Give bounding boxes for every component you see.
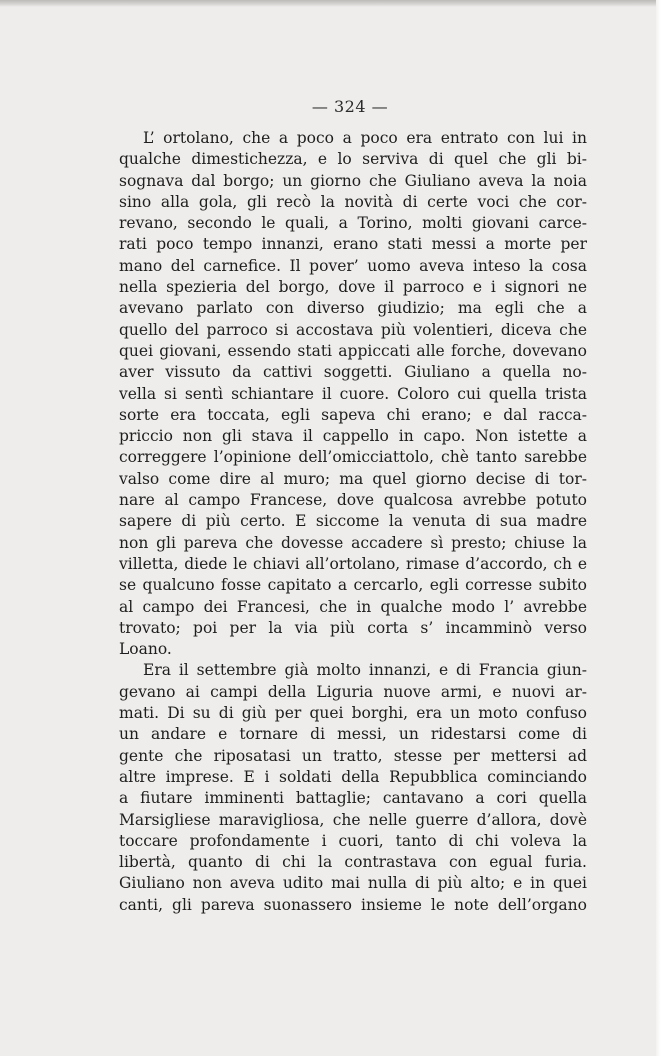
text-line: quello del parroco si accostava più volentieri, diceva che — [119, 320, 587, 339]
text-line: vella si sentì schiantare il cuore. Coloro cui quella trista — [119, 384, 587, 403]
text-line: canti, gli pareva suonassero insieme le note dell’organo — [119, 895, 587, 914]
text-line: toccare profondamente i cuori, tanto di chi voleva la — [119, 831, 587, 850]
text-line: aver vissuto da cattivi soggetti. Giuliano a quella no- — [119, 363, 587, 382]
text-line: avevano parlato con diverso giudizio; ma egli che a — [119, 299, 587, 318]
text-line: revano, secondo le quali, a Torino, molti giovani carce- — [119, 214, 587, 233]
page-number: — 324 — — [311, 97, 389, 116]
text-line: un andare e tornare di messi, un ridestarsi come di — [119, 725, 587, 744]
text-line: sognava dal borgo; un giorno che Giuliano aveva la noia — [119, 171, 587, 190]
page-right-margin — [656, 0, 664, 1056]
text-line: mano del carnefice. Il pover’ uomo aveva inteso la cosa — [119, 256, 587, 275]
text-line: gente che riposatasi un tratto, stesse per mettersi ad — [119, 746, 587, 765]
text-line: al campo dei Francesi, che in qualche modo l’ avrebbe — [119, 597, 587, 616]
text-line: priccio non gli stava il cappello in capo. Non istette a — [119, 427, 587, 446]
text-line: non gli pareva che dovesse accadere sì presto; chiuse la — [119, 533, 587, 552]
text-line: qualche dimestichezza, e lo serviva di quel che gli bi- — [119, 150, 587, 169]
text-line: Loano. — [119, 640, 172, 659]
text-line: sorte era toccata, egli sapeva chi erano; e dal racca- — [119, 405, 587, 424]
text-line: rati poco tempo innanzi, erano stati messi a morte per — [119, 235, 587, 254]
text-line: mati. Di su di giù per quei borghi, era un moto confuso — [119, 704, 587, 723]
text-line: villetta, diede le chiavi all’ortolano, rimase d’accordo, ch e — [119, 554, 587, 573]
text-line: Era il settembre già molto innanzi, e di Francia giun- — [143, 661, 587, 680]
text-line: se qualcuno fosse capitato a cercarlo, egli corresse subito — [119, 576, 587, 595]
text-line: Marsigliese maravigliosa, che nelle guerre d’allora, dovè — [119, 810, 587, 829]
text-line: a fiutare imminenti battaglie; cantavano a cori quella — [119, 789, 587, 808]
body-text — [119, 128, 587, 916]
page-top-edge-shadow — [0, 0, 664, 7]
text-line: Giuliano non aveva udito mai nulla di più alto; e in quei — [119, 874, 587, 893]
text-line: altre imprese. E i soldati della Repubblica cominciando — [119, 767, 587, 786]
text-line: nella spezieria del borgo, dove il parroco e i signori ne — [119, 278, 587, 297]
text-line: libertà, quanto di chi la contrastava con egual furia. — [119, 853, 587, 872]
text-line: quei giovani, essendo stati appiccati alle forche, dovevano — [119, 341, 587, 360]
text-line: valso come dire al muro; ma quel giorno decise di tor- — [119, 469, 587, 488]
text-line: trovato; poi per la via più corta s’ incamminò verso — [119, 618, 587, 637]
text-line: correggere l’opinione dell’omicciattolo, chè tanto sarebbe — [119, 448, 587, 467]
text-line: L’ ortolano, che a poco a poco era entrato con lui in — [143, 129, 587, 147]
text-line: nare al campo Francese, dove qualcosa avrebbe potuto — [119, 491, 587, 510]
text-line: sapere di più certo. E siccome la venuta di sua madre — [119, 512, 587, 531]
text-line: gevano ai campi della Liguria nuove armi, e nuovi ar- — [119, 682, 587, 701]
text-line: sino alla gola, gli recò la novità di certe voci che cor- — [119, 192, 587, 211]
